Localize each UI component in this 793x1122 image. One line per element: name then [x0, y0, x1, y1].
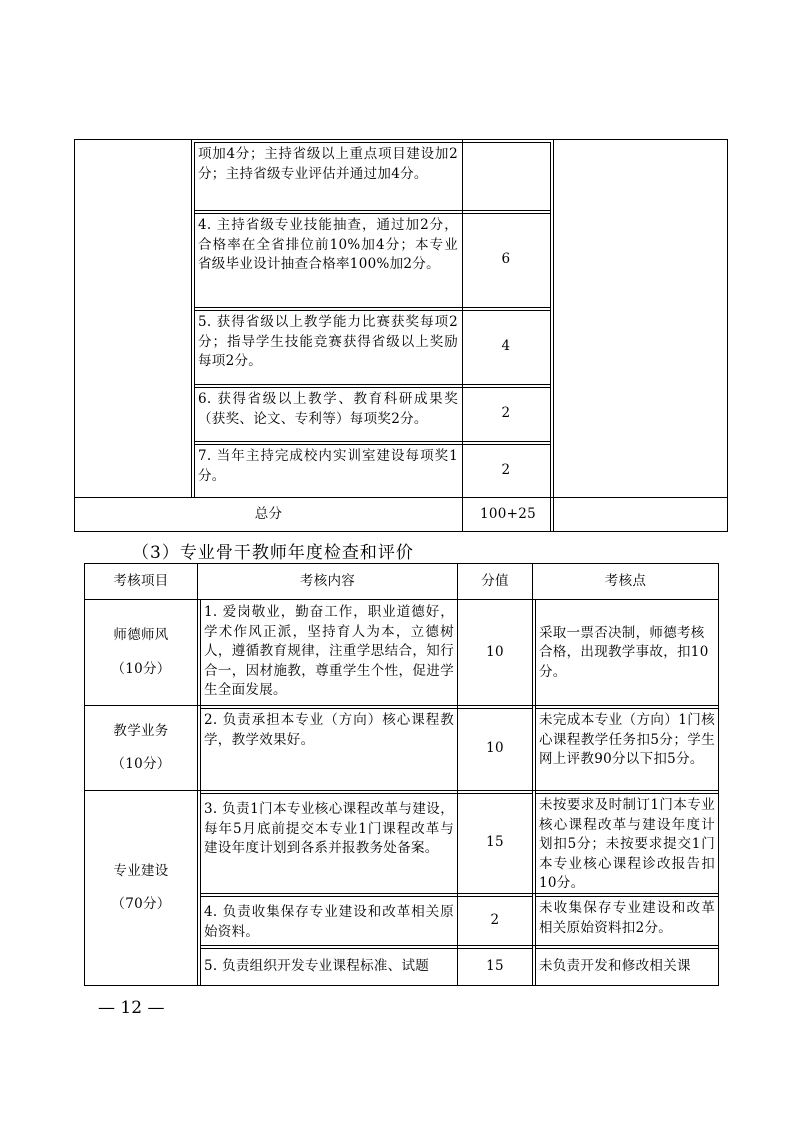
- section-heading: （3）专业骨干教师年度检查和评价: [132, 543, 414, 563]
- table1-row-content: 项加4分；主持省级以上重点项目建设加2分；主持省级专业评估并通过加4分。: [198, 146, 458, 182]
- group-specialty: [85, 791, 197, 985]
- group-name: 教学业务: [113, 722, 169, 739]
- total-value: 100+25: [479, 505, 537, 522]
- table1-row-content: 4. 主持省级专业技能抽查，通过加2分，合格率在全省排位前10%加4分；本专业省级毕业设计抽查合格率100%加2分。: [198, 217, 458, 272]
- group-points: （70分）: [111, 896, 171, 912]
- group-points: （10分）: [111, 756, 171, 772]
- table2-row-point: 采取一票否决制，师德考核合格，出现教学事故，扣10分。: [539, 624, 709, 680]
- table2-row-content: 4. 负责收集保存专业建设和改革相关原始资料。: [204, 904, 454, 940]
- table2-row-content: 3. 负责1门本专业核心课程改革与建设，每年5月底前提交本专业1门课程改革与建设年度计划到各系并报教务处备案。: [204, 801, 454, 856]
- table2-row-score: 2: [490, 911, 500, 928]
- table1-row-score: 4: [501, 338, 511, 355]
- group-name: 专业建设: [113, 862, 169, 879]
- table1-row-score: 2: [501, 405, 511, 422]
- header-assessment-content: 考核内容: [299, 572, 356, 589]
- group-ethics: [85, 600, 197, 705]
- header-score: 分值: [481, 572, 509, 589]
- table2-row-point: 未完成本专业（方向）1门核心课程教学任务扣5分；学生网上评教90分以下扣5分。: [539, 712, 715, 767]
- header-assessment-point: 考核点: [604, 572, 647, 589]
- table2-row-point: 未收集保存专业建设和改革相关原始资料扣2分。: [539, 900, 715, 936]
- table2-row-score: 15: [486, 957, 504, 974]
- table1-row-score: 6: [501, 251, 511, 268]
- table1-row-content: 7. 当年主持完成校内实训室建设每项奖1分。: [198, 448, 458, 484]
- table2-row-content: 5. 负责组织开发专业课程标准、试题: [204, 958, 430, 974]
- header-assessment-item: 考核项目: [113, 572, 169, 589]
- table1-row-score: [463, 143, 549, 209]
- group-name: 师德师风: [113, 627, 169, 643]
- table1-row-content: 6. 获得省级以上教学、教育科研成果奖（获奖、论文、专利等）每项奖2分。: [198, 391, 458, 427]
- group-points: （10分）: [111, 660, 171, 677]
- table2-row-content: 1. 爱岗敬业，勤奋工作，职业道德好，学术作风正派，坚持育人为本，立德树人，遵循教育规律，注重学思结合，知行合一，因材施教，尊重学生个性，促进学生全面发展。: [204, 604, 454, 698]
- table1-row-score: 2: [501, 461, 511, 478]
- group-teaching: [85, 706, 197, 790]
- table1-row-content: 5. 获得省级以上教学能力比赛获奖每项2分；指导学生技能竞赛获得省级以上奖励每项2分。: [198, 314, 458, 369]
- total-label: 总分: [254, 505, 283, 522]
- table2-row-score: 10: [486, 644, 504, 661]
- table2-row-point: 未负责开发和修改相关课: [539, 958, 691, 974]
- table2-row-point: 未按要求及时制订1门本专业核心课程改革与建设年度计划扣5分；未按要求提交1门本专业核心课程诊改报告扣10分。: [539, 797, 715, 891]
- table2-row-content: 2. 负责承担本专业（方向）核心课程教学，教学效果好。: [204, 712, 454, 748]
- page-number: — 12 —: [98, 998, 165, 1018]
- table2-row-score: 15: [486, 834, 504, 851]
- table2-row-score: 10: [486, 740, 504, 757]
